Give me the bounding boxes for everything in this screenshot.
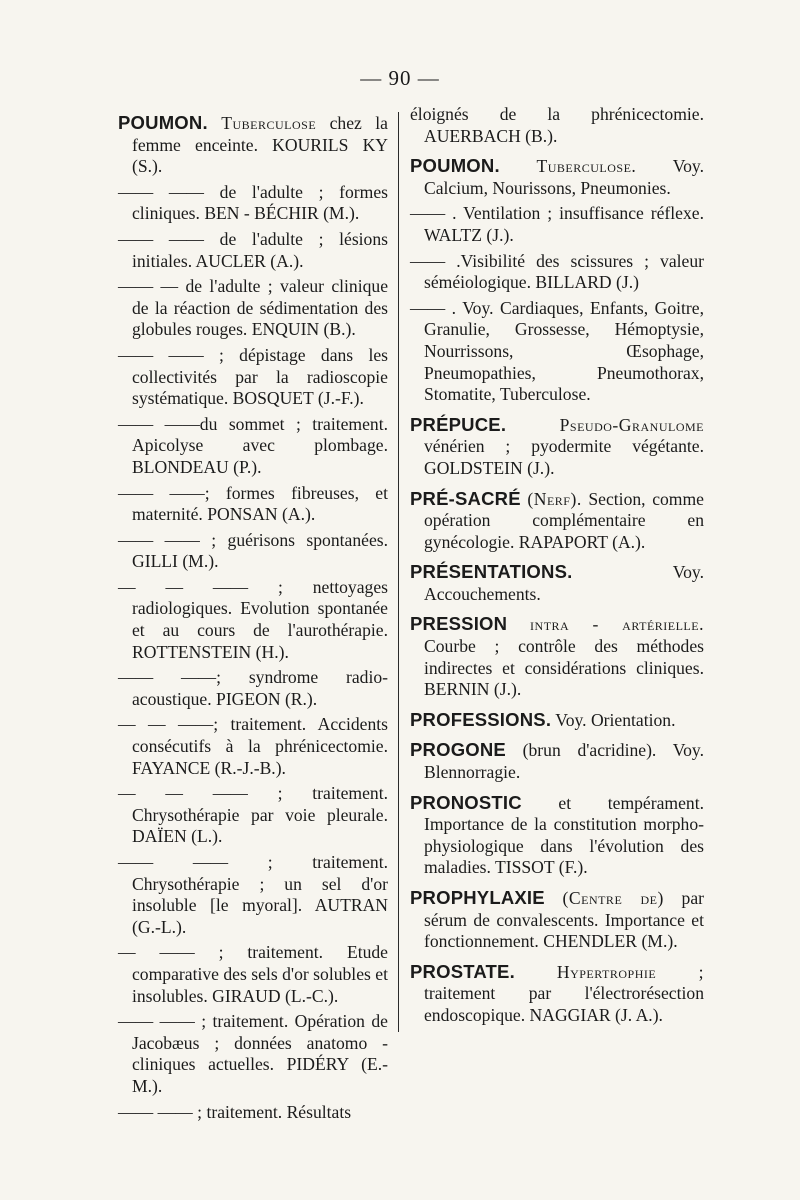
entry-headword: PROSTATE. (410, 960, 515, 982)
left-column (118, 104, 388, 1127)
entry-subheading: Tuberculose (221, 113, 317, 133)
entry-text: —— —— ; guérisons spontanées. GILLI (M.). (118, 529, 388, 572)
entry-text: —— —— ; traitement. Opération de Jacobæus ; données anatomo - cliniques actuelles. PIDÉRY (E.-M.). (118, 1011, 388, 1096)
entry-subheading: intra - artérielle. (530, 614, 704, 635)
entry-text: vénérien ; pyodermite végétante. GOLDSTEIN (J.). (424, 436, 704, 478)
entry-text: Voy. Calcium, Nourissons, Pneumonies. (424, 156, 704, 198)
index-entry (410, 104, 704, 147)
index-entry (410, 739, 704, 783)
entry-text: —— ——du sommet ; traitement. Apicolyse avec plombage. BLONDEAU (P.). (118, 413, 388, 477)
column-divider (398, 112, 399, 1032)
entry-headword: PROPHYLAXIE (410, 887, 545, 908)
entry-text: par sérum de convalescents. Importance et fonctionnement. CHENDLER (M.). (424, 888, 704, 952)
entry-subheading: Hypertrophie ; (556, 961, 704, 982)
entry-subheading: (Centre de) (562, 888, 664, 908)
entry-headword: PRONOSTIC (410, 791, 522, 813)
entry-text: — —— ; traitement. Etude comparative des sels d'or solubles et insolubles. GIRAUD (L.-C.). (118, 942, 388, 1006)
index-entry (118, 483, 388, 526)
entry-headword: PROFESSIONS. (410, 708, 552, 730)
index-entry (410, 414, 704, 480)
entry-text: Section, comme opération complémentaire en gynécologie. RAPAPORT (A.). (424, 488, 704, 552)
index-entry (118, 942, 388, 1007)
entry-text: Voy. Accouchements. (424, 562, 704, 604)
entry-headword: PROGONE (410, 739, 506, 761)
index-entry (118, 577, 388, 663)
index-entry (410, 709, 704, 732)
index-entry (410, 203, 704, 246)
index-entry (118, 530, 388, 573)
index-entry (410, 613, 704, 700)
entry-headword: PRÉ-SACRÉ (410, 487, 521, 509)
entry-text: —— ——; formes fibreuses, et maternité. PONSAN (A.). (118, 482, 388, 525)
right-column (410, 104, 704, 1031)
index-entry (410, 488, 704, 554)
entry-text: —— ——; syndrome radio-acoustique. PIGEON (R.). (118, 667, 388, 709)
entry-text: —— .Visibilité des scissures ; valeur séméiologique. BILLARD (J.) (410, 250, 704, 293)
entry-text: (brun d'acridine). Voy. Blennorragie. (424, 740, 704, 783)
entry-text: —— . Voy. Cardiaques, Enfants, Goitre, Granulie, Grossesse, Hémoptysie, Nourrissons, Œsophage, Pneumopathies, Pneumothorax, Stomatite, Tuberculose. (410, 297, 704, 405)
entry-text: Voy. Orientation. (555, 709, 676, 730)
entry-text: éloignés de la phrénicectomie. AUERBACH (B.). (410, 104, 704, 146)
index-entry (118, 1011, 388, 1097)
index-entry (118, 345, 388, 410)
entry-text: et tempérament. Importance de la constitution morpho-physiologique dans l'évolution des maladies. TISSOT (F.). (424, 792, 704, 878)
entry-text: —— —— ; dépistage dans les collectivités par la radioscopie systématique. BOSQUET (J.-F.). (118, 344, 388, 409)
entry-text: —— —— ; traitement. Résultats (118, 1101, 352, 1122)
entry-text: Courbe ; contrôle des méthodes indirectes et considérations cliniques. BERNIN (J.). (424, 636, 704, 700)
entry-subheading: Pseudo-Granulome (559, 414, 704, 435)
entry-headword: PRESSION (410, 613, 508, 635)
index-entry (118, 714, 388, 779)
index-entry (410, 561, 704, 605)
entry-text: —— . Ventilation ; insuffisance réflexe. WALTZ (J.). (410, 203, 704, 245)
entry-text: traitement par l'électrorésection endoscopique. NAGGIAR (J. A.). (424, 983, 704, 1025)
index-entry (118, 667, 388, 710)
index-entry (118, 783, 388, 848)
index-entry (410, 155, 704, 199)
index-entry (410, 961, 704, 1027)
page-number: — 90 — (360, 66, 440, 90)
entry-subheading: (Nerf). (527, 488, 582, 509)
entry-headword: POUMON. (410, 155, 500, 177)
entry-text: — — ——; traitement. Accidents consécutifs à la phrénicectomie. FAYANCE (R.-J.-B.). (118, 714, 388, 778)
entry-text: —— —— ; traitement. Chrysothérapie ; un sel d'or insoluble [le myoral]. AUTRAN (G.-L.). (118, 852, 388, 937)
index-entry (118, 852, 388, 938)
index-entry (118, 229, 388, 272)
index-entry (410, 251, 704, 294)
index-entry (410, 792, 704, 879)
index-entry (410, 887, 704, 953)
index-entry (118, 276, 388, 341)
entry-text: —— —— de l'adulte ; formes cliniques. BEN - BÉCHIR (M.). (118, 181, 388, 224)
entry-text: — — —— ; nettoyages radiologiques. Evolution spontanée et au cours de l'aurothérapie. ROTTENSTEIN (H.). (118, 576, 388, 662)
entry-headword: POUMON. (118, 112, 208, 133)
entry-text: — — —— ; traitement. Chrysothérapie par voie pleurale. DAÏEN (L.). (118, 783, 388, 847)
entry-subheading: Tuberculose. (536, 156, 637, 177)
entry-text: chez la femme enceinte. KOURILS KY (S.). (132, 113, 388, 177)
entry-headword: PRÉSENTATIONS. (410, 561, 573, 583)
entry-headword: PRÉPUCE. (410, 413, 507, 435)
index-entry (410, 298, 704, 406)
index-entry (118, 182, 388, 225)
entry-text: —— —— de l'adulte ; lésions initiales. AUCLER (A.). (118, 228, 388, 271)
index-entry (118, 414, 388, 479)
index-entry (118, 1102, 388, 1124)
index-entry (118, 112, 388, 178)
entry-text: —— — de l'adulte ; valeur clinique de la réaction de sédimentation des globules rouges. ENQUIN (B.). (118, 276, 388, 340)
